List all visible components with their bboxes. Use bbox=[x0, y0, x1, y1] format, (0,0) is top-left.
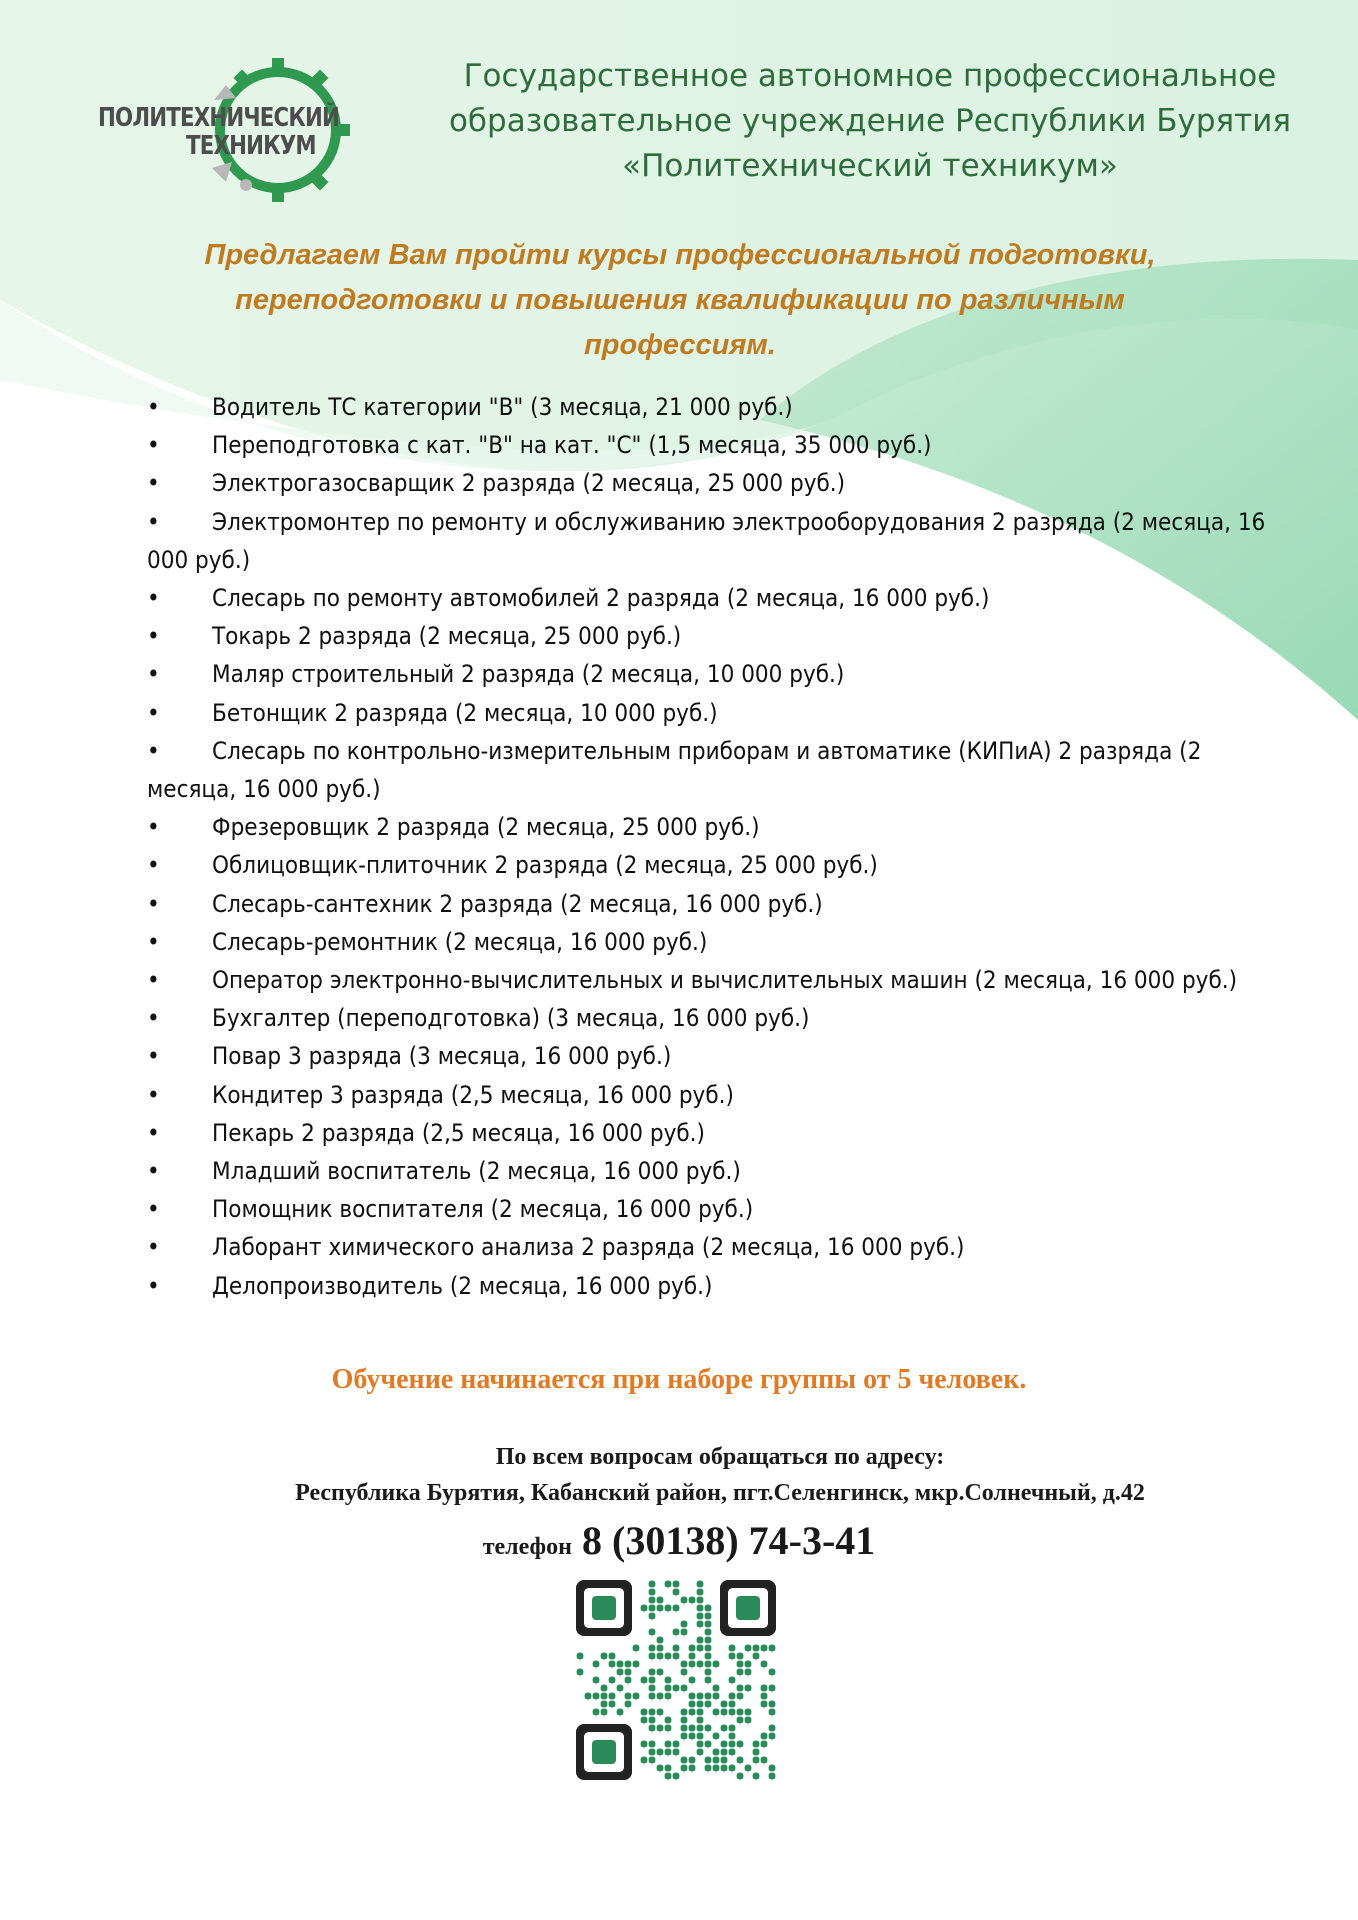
course-text: Электрогазосварщик 2 разряда (2 месяца, 25 000 руб.) bbox=[212, 469, 846, 498]
course-item bbox=[147, 655, 1297, 693]
course-item bbox=[147, 923, 1297, 961]
course-text: Кондитер 3 разряда (2,5 месяца, 16 000 руб.) bbox=[212, 1080, 734, 1109]
bullet-icon: • bbox=[147, 507, 160, 536]
course-text: Лаборант химического анализа 2 разряда (2 месяца, 16 000 руб.) bbox=[212, 1233, 965, 1262]
organization-line1: Государственное автономное профессиональное bbox=[463, 58, 1277, 94]
course-text: Слесарь-ремонтник (2 месяца, 16 000 руб.) bbox=[212, 927, 708, 956]
course-text: Электромонтер по ремонту и обслуживанию электрооборудования 2 разряда (2 месяца, 16 000 руб.) bbox=[147, 507, 1266, 574]
course-text: Бухгалтер (переподготовка) (3 месяца, 16 000 руб.) bbox=[212, 1004, 810, 1033]
course-text: Делопроизводитель (2 месяца, 16 000 руб.) bbox=[212, 1271, 713, 1300]
course-item bbox=[147, 1267, 1297, 1305]
bullet-icon: • bbox=[147, 966, 160, 995]
course-item bbox=[147, 732, 1297, 808]
bullet-icon: • bbox=[147, 889, 160, 918]
bullet-icon: • bbox=[147, 1080, 160, 1109]
course-text: Помощник воспитателя (2 месяца, 16 000 руб.) bbox=[212, 1195, 754, 1224]
course-item bbox=[147, 961, 1297, 999]
bullet-icon: • bbox=[147, 431, 160, 460]
bullet-icon: • bbox=[147, 1118, 160, 1147]
course-item bbox=[147, 1076, 1297, 1114]
contact-address: Республика Бурятия, Кабанский район, пгт.Селенгинск, мкр.Солнечный, д.42 bbox=[295, 1480, 1145, 1506]
course-item bbox=[147, 808, 1297, 846]
phone-number: 8 (30138) 74-3-41 bbox=[582, 1518, 876, 1563]
college-logo bbox=[86, 50, 376, 210]
course-item bbox=[147, 846, 1297, 884]
course-item bbox=[147, 426, 1297, 464]
bullet-icon: • bbox=[147, 660, 160, 689]
course-item bbox=[147, 617, 1297, 655]
course-text: Облицовщик-плиточник 2 разряда (2 месяца, 25 000 руб.) bbox=[212, 851, 878, 880]
bullet-icon: • bbox=[147, 1157, 160, 1186]
course-item bbox=[147, 1190, 1297, 1228]
course-list bbox=[147, 388, 1297, 1305]
course-text: Фрезеровщик 2 разряда (2 месяца, 25 000 руб.) bbox=[212, 813, 760, 842]
bullet-icon: • bbox=[147, 622, 160, 651]
course-item bbox=[147, 694, 1297, 732]
bullet-icon: • bbox=[147, 1271, 160, 1300]
course-text: Повар 3 разряда (3 месяца, 16 000 руб.) bbox=[212, 1042, 672, 1071]
organization-line3: «Политехнический техникум» bbox=[622, 148, 1118, 184]
organization-line2: образовательное учреждение Республики Бурятия bbox=[448, 103, 1292, 139]
course-text: Бетонщик 2 разряда (2 месяца, 10 000 руб.) bbox=[212, 698, 718, 727]
course-text: Токарь 2 разряда (2 месяца, 25 000 руб.) bbox=[212, 622, 682, 651]
course-item bbox=[147, 885, 1297, 923]
logo-text-line1: ПОЛИТЕХНИЧЕСКИЙ bbox=[98, 103, 340, 133]
bullet-icon: • bbox=[147, 851, 160, 880]
logo-text-line2: ТЕХНИКУМ bbox=[186, 131, 316, 161]
course-text: Слесарь по ремонту автомобилей 2 разряда (2 месяца, 16 000 руб.) bbox=[212, 584, 990, 613]
contact-heading: По всем вопросам обращаться по адресу: bbox=[495, 1444, 945, 1470]
course-item bbox=[147, 1152, 1297, 1190]
organization-title bbox=[420, 54, 1320, 189]
course-item bbox=[147, 388, 1297, 426]
course-item bbox=[147, 579, 1297, 617]
course-item bbox=[147, 464, 1297, 502]
bullet-icon: • bbox=[147, 736, 160, 765]
contact-phone-line bbox=[0, 1517, 1358, 1564]
offer-line3: профессиям. bbox=[584, 329, 776, 361]
bullet-icon: • bbox=[147, 698, 160, 727]
offer-line2: переподготовки и повышения квалификации по различным bbox=[235, 284, 1125, 316]
qr-code[interactable] bbox=[576, 1580, 776, 1780]
bullet-icon: • bbox=[147, 1233, 160, 1262]
offer-heading bbox=[120, 233, 1240, 368]
course-item bbox=[147, 999, 1297, 1037]
course-text: Маляр строительный 2 разряда (2 месяца, 10 000 руб.) bbox=[212, 660, 845, 689]
bullet-icon: • bbox=[147, 469, 160, 498]
course-text: Пекарь 2 разряда (2,5 месяца, 16 000 руб.) bbox=[212, 1118, 705, 1147]
bullet-icon: • bbox=[147, 1195, 160, 1224]
course-text: Переподготовка с кат. "В" на кат. "С" (1,5 месяца, 35 000 руб.) bbox=[212, 431, 932, 460]
course-text: Слесарь по контрольно-измерительным приборам и автоматике (КИПиА) 2 разряда (2 месяца, 16 000 руб.) bbox=[147, 736, 1202, 804]
bullet-icon: • bbox=[147, 1004, 160, 1033]
group-note: Обучение начинается при наборе группы от 5 человек. bbox=[331, 1364, 1027, 1395]
bullet-icon: • bbox=[147, 813, 160, 842]
bullet-icon: • bbox=[147, 584, 160, 613]
bullet-icon: • bbox=[147, 1042, 160, 1071]
course-text: Слесарь-сантехник 2 разряда (2 месяца, 16 000 руб.) bbox=[212, 889, 823, 918]
course-text: Оператор электронно-вычислительных и вычислительных машин (2 месяца, 16 000 руб.) bbox=[212, 966, 1238, 995]
phone-label: телефон bbox=[482, 1534, 572, 1560]
course-item bbox=[147, 1228, 1297, 1266]
course-item bbox=[147, 503, 1297, 579]
bullet-icon: • bbox=[147, 927, 160, 956]
course-item bbox=[147, 1037, 1297, 1075]
course-text: Водитель ТС категории "В" (3 месяца, 21 000 руб.) bbox=[212, 393, 793, 421]
offer-line1: Предлагаем Вам пройти курсы профессиональной подготовки, bbox=[204, 239, 1156, 271]
course-item bbox=[147, 1114, 1297, 1152]
course-text: Младший воспитатель (2 месяца, 16 000 руб.) bbox=[212, 1157, 741, 1186]
bullet-icon: • bbox=[147, 393, 160, 421]
